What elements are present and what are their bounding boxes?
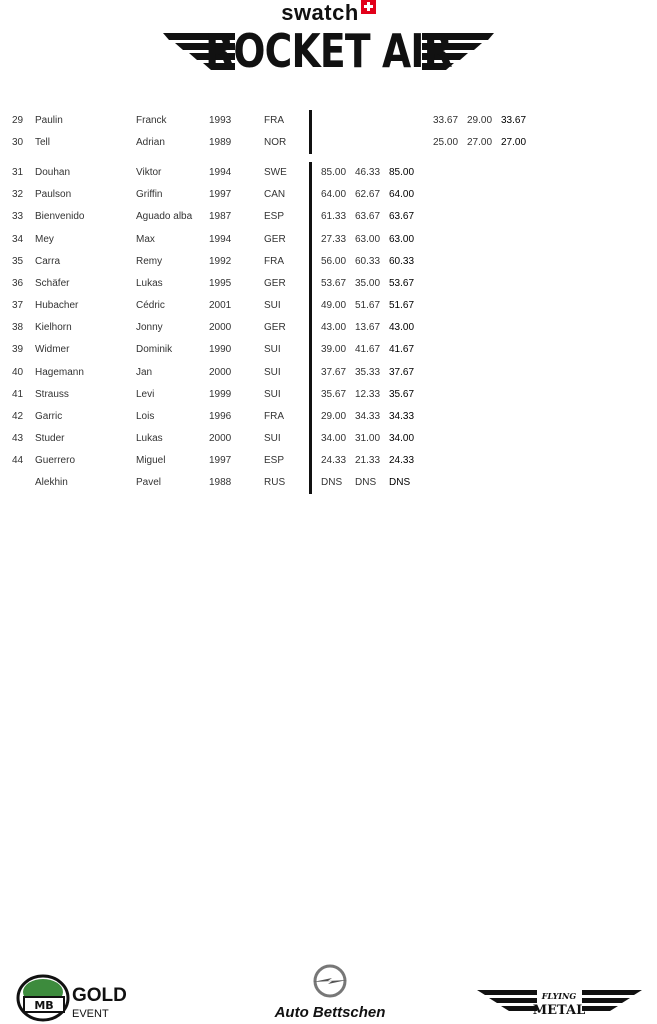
year-cell: 1995 <box>209 277 232 289</box>
first-name-cell: Lois <box>136 410 155 422</box>
table-row <box>0 229 657 251</box>
year-cell: 1992 <box>209 255 232 267</box>
table-row <box>0 206 657 228</box>
table-row <box>0 251 657 273</box>
year-cell: 2000 <box>209 322 232 334</box>
last-name-cell: Carra <box>35 255 61 267</box>
nation-cell: RUS <box>264 477 286 489</box>
rank-cell: 31 <box>12 167 24 178</box>
run1-score-cell: 61.33 <box>321 211 347 223</box>
table-row <box>0 273 657 295</box>
year-cell: 2000 <box>209 366 232 378</box>
round2-score-cell: 29.00 <box>467 115 493 126</box>
first-name-cell: Pavel <box>136 477 162 489</box>
year-cell: 1994 <box>209 233 232 245</box>
table-row <box>0 317 657 339</box>
table-row <box>0 472 657 494</box>
last-name-cell: Paulin <box>35 115 63 126</box>
first-name-cell: Lukas <box>136 433 163 445</box>
nation-cell: SUI <box>264 300 281 312</box>
best-score-cell: 51.67 <box>389 300 415 312</box>
table-row <box>0 295 657 317</box>
rank-cell: 37 <box>12 300 24 312</box>
best-score-cell: 63.67 <box>389 211 415 223</box>
table-row <box>0 132 657 154</box>
run1-score-cell: 24.33 <box>321 455 347 467</box>
last-name-cell: Schäfer <box>35 277 70 289</box>
run1-score-cell: 64.00 <box>321 189 347 201</box>
flying-text: FLYING <box>541 991 577 1001</box>
rank-cell: 30 <box>12 137 24 148</box>
nation-cell: FRA <box>264 255 284 267</box>
rank-cell: 39 <box>12 344 24 356</box>
table-row <box>0 339 657 361</box>
last-name-cell: Bienvenido <box>35 211 85 223</box>
run1-score-cell: 85.00 <box>321 167 347 178</box>
rank-cell: 35 <box>12 255 24 267</box>
run1-score-cell: 49.00 <box>321 300 347 312</box>
run2-score-cell: 35.33 <box>355 366 381 378</box>
rank-cell: 42 <box>12 410 24 422</box>
best-score-cell: 53.67 <box>389 277 415 289</box>
year-cell: 1996 <box>209 410 232 422</box>
best-score-cell: 24.33 <box>389 455 415 467</box>
auto-bettschen-text: Auto Bettschen <box>274 1004 386 1021</box>
run2-score-cell: DNS <box>355 477 377 489</box>
nation-cell: SUI <box>264 388 281 400</box>
year-cell: 1994 <box>209 167 232 178</box>
table-row <box>0 184 657 206</box>
flying-metal-logo <box>477 982 642 1022</box>
year-cell: 1997 <box>209 455 232 467</box>
run2-score-cell: 46.33 <box>355 167 381 178</box>
year-cell: 2001 <box>209 300 232 312</box>
metal-text: METAL <box>532 1003 586 1018</box>
run1-score-cell: 35.67 <box>321 388 347 400</box>
run2-score-cell: 13.67 <box>355 322 381 334</box>
best-score-cell: 64.00 <box>389 189 415 201</box>
run2-score-cell: 35.00 <box>355 277 381 289</box>
year-cell: 2000 <box>209 433 232 445</box>
last-name-cell: Tell <box>35 137 51 148</box>
year-cell: 1997 <box>209 189 232 201</box>
first-name-cell: Jan <box>136 366 153 378</box>
round-best-score-cell: 33.67 <box>501 115 527 126</box>
run2-score-cell: 31.00 <box>355 433 381 445</box>
best-score-cell: 85.00 <box>389 167 415 178</box>
year-cell: 1990 <box>209 344 232 356</box>
best-score-cell: 60.33 <box>389 255 415 267</box>
best-score-cell: 41.67 <box>389 344 415 356</box>
best-score-cell: 34.00 <box>389 433 415 445</box>
swatch-logo <box>0 0 657 26</box>
run1-score-cell: 34.00 <box>321 433 347 445</box>
rank-cell: 34 <box>12 233 24 245</box>
table-row <box>0 428 657 450</box>
table-row <box>0 384 657 406</box>
fmb-badge-icon <box>16 974 70 1022</box>
event-title: ROCKET AIR <box>205 24 452 78</box>
rank-cell: 36 <box>12 277 24 289</box>
run2-score-cell: 12.33 <box>355 388 381 400</box>
last-name-cell: Garric <box>35 410 63 422</box>
last-name-cell: Mey <box>35 233 54 245</box>
run2-score-cell: 60.33 <box>355 255 381 267</box>
run2-score-cell: 34.33 <box>355 410 381 422</box>
last-name-cell: Studer <box>35 433 65 445</box>
run1-score-cell: 43.00 <box>321 322 347 334</box>
table-row <box>0 162 657 184</box>
last-name-cell: Paulson <box>35 189 72 201</box>
nation-cell: NOR <box>264 137 287 148</box>
nation-cell: GER <box>264 322 286 334</box>
year-cell: 1988 <box>209 477 232 489</box>
rank-cell: 44 <box>12 455 24 467</box>
rank-cell: 40 <box>12 366 24 378</box>
nation-cell: SUI <box>264 344 281 356</box>
rank-cell: 33 <box>12 211 24 223</box>
nation-cell: GER <box>264 277 286 289</box>
last-name-cell: Kielhorn <box>35 322 72 334</box>
brand-name: swatch <box>281 0 359 25</box>
first-name-cell: Remy <box>136 255 163 267</box>
year-cell: 1987 <box>209 211 232 223</box>
table-row <box>0 406 657 428</box>
nation-cell: ESP <box>264 211 285 223</box>
nation-cell: SUI <box>264 433 281 445</box>
first-name-cell: Dominik <box>136 344 173 356</box>
round1-score-cell: 33.67 <box>433 115 459 126</box>
run2-score-cell: 21.33 <box>355 455 381 467</box>
run1-score-cell: 27.33 <box>321 233 347 245</box>
table-row <box>0 450 657 472</box>
auto-bettschen-logo <box>255 964 405 1024</box>
nation-cell: SWE <box>264 167 287 178</box>
first-name-cell: Viktor <box>136 167 162 178</box>
fmb-sub-text: EVENT <box>72 1008 109 1020</box>
year-cell: 1999 <box>209 388 232 400</box>
table-row <box>0 362 657 384</box>
rank-cell: 32 <box>12 189 24 201</box>
run2-score-cell: 63.00 <box>355 233 381 245</box>
header <box>0 0 657 90</box>
first-name-cell: Adrian <box>136 137 165 148</box>
last-name-cell: Douhan <box>35 167 71 178</box>
run1-score-cell: DNS <box>321 477 343 489</box>
fmb-tier-text: GOLD <box>72 985 127 1006</box>
run1-score-cell: 39.00 <box>321 344 347 356</box>
last-name-cell: Hubacher <box>35 300 79 312</box>
nation-cell: FRA <box>264 410 284 422</box>
best-score-cell: 63.00 <box>389 233 415 245</box>
run1-score-cell: 29.00 <box>321 410 347 422</box>
best-score-cell: 43.00 <box>389 322 415 334</box>
nation-cell: GER <box>264 233 286 245</box>
last-name-cell: Hagemann <box>35 366 84 378</box>
year-cell: 1989 <box>209 137 232 148</box>
last-name-cell: Guerrero <box>35 455 76 467</box>
run1-score-cell: 56.00 <box>321 255 347 267</box>
last-name-cell: Widmer <box>35 344 70 356</box>
rank-cell: 43 <box>12 433 24 445</box>
fmb-mark-text: MB <box>34 999 54 1012</box>
first-name-cell: Max <box>136 233 155 245</box>
rank-cell: 38 <box>12 322 24 334</box>
round-best-score-cell: 27.00 <box>501 137 527 148</box>
last-name-cell: Alekhin <box>35 477 68 489</box>
run2-score-cell: 62.67 <box>355 189 381 201</box>
round1-score-cell: 25.00 <box>433 137 459 148</box>
table-row <box>0 110 657 132</box>
year-cell: 1993 <box>209 115 232 126</box>
first-name-cell: Franck <box>136 115 167 126</box>
flying-metal-wings-icon <box>477 986 642 1022</box>
first-name-cell: Miguel <box>136 455 166 467</box>
rank-cell: 41 <box>12 388 24 400</box>
run1-score-cell: 53.67 <box>321 277 347 289</box>
first-name-cell: Aguado alba <box>136 211 193 223</box>
round2-score-cell: 27.00 <box>467 137 493 148</box>
nation-cell: FRA <box>264 115 284 126</box>
best-score-cell: 34.33 <box>389 410 415 422</box>
opel-logo-icon <box>310 964 350 998</box>
first-name-cell: Lukas <box>136 277 163 289</box>
run2-score-cell: 51.67 <box>355 300 381 312</box>
swiss-cross-icon <box>361 0 376 14</box>
first-name-cell: Griffin <box>136 189 163 201</box>
best-score-cell: DNS <box>389 477 411 489</box>
fmb-gold-event-logo <box>16 972 136 1024</box>
rank-cell: 29 <box>12 115 24 126</box>
first-name-cell: Levi <box>136 388 155 400</box>
best-score-cell: 37.67 <box>389 366 415 378</box>
nation-cell: CAN <box>264 189 286 201</box>
run1-score-cell: 37.67 <box>321 366 347 378</box>
last-name-cell: Strauss <box>35 388 69 400</box>
best-score-cell: 35.67 <box>389 388 415 400</box>
first-name-cell: Cédric <box>136 300 165 312</box>
nation-cell: ESP <box>264 455 285 467</box>
run2-score-cell: 63.67 <box>355 211 381 223</box>
nation-cell: SUI <box>264 366 281 378</box>
first-name-cell: Jonny <box>136 322 163 334</box>
run2-score-cell: 41.67 <box>355 344 381 356</box>
